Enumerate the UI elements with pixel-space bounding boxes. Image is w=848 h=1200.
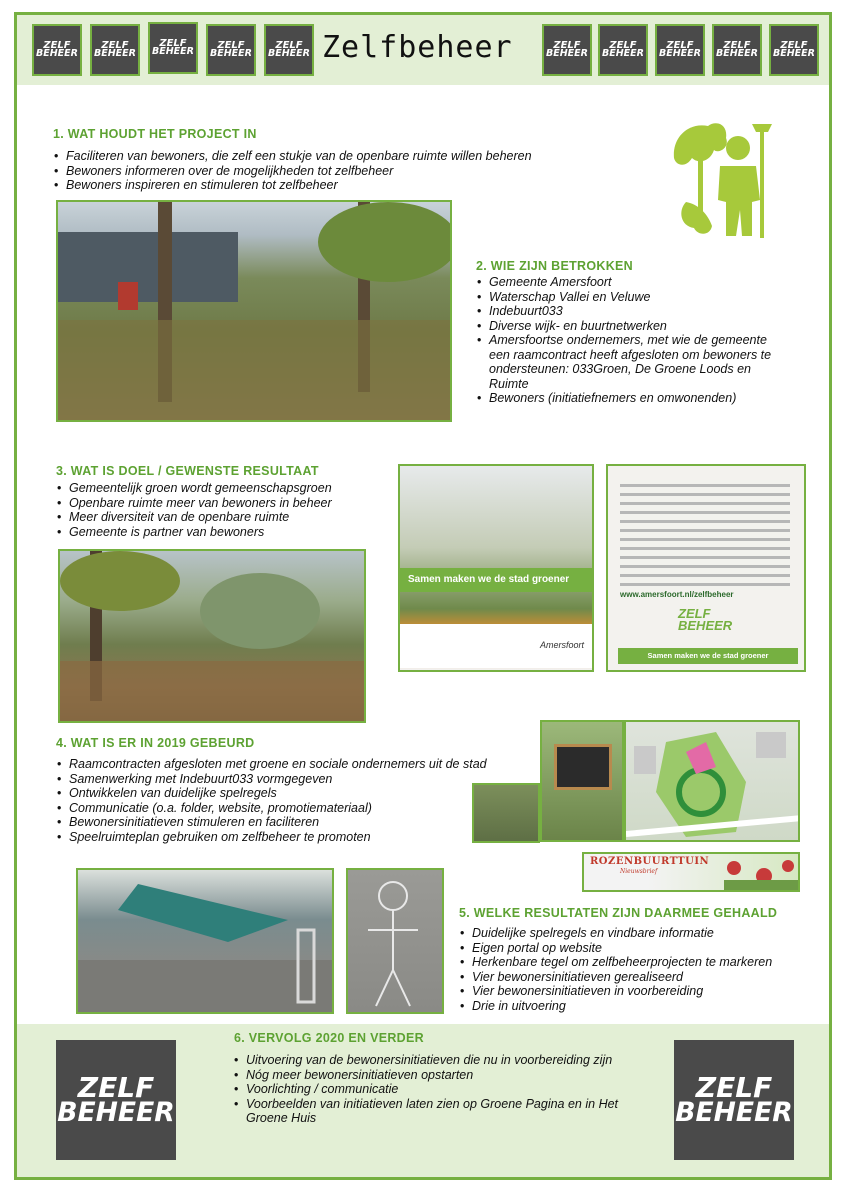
list-item: • Ontwikkelen van duidelijke spelregels — [57, 786, 537, 801]
tent-photo — [76, 868, 334, 1014]
section-heading: 5. WELKE RESULTATEN ZIJN DAARMEE GEHAALD — [459, 906, 778, 920]
section-heading: 3. WAT IS DOEL / GEWENSTE RESULTAAT — [56, 464, 319, 478]
scene-illustration — [60, 551, 366, 723]
card-logo-line2: BEHEER — [678, 618, 733, 633]
card-slogan: Samen maken we de stad groener — [618, 648, 798, 664]
list-item: • Duidelijke spelregels en vindbare informatie — [460, 926, 810, 941]
list-item: • Voorlichting / communicatie — [234, 1082, 654, 1097]
bullet-list — [234, 1053, 654, 1126]
list-item: • Indebuurt033 — [477, 304, 777, 319]
zelfbeheer-logo — [32, 24, 82, 76]
list-item: • Voorbeelden van initiatieven laten zien op Groene Pagina en in Het Groene Huis — [234, 1097, 654, 1126]
bullet-list — [54, 149, 614, 193]
logo-line1: ZELF — [609, 40, 637, 52]
scene-illustration — [78, 870, 334, 1014]
zelfbeheer-logo — [598, 24, 648, 76]
banner-subtitle: Nieuwsbrief — [620, 868, 658, 875]
zelfbeheer-logo — [206, 24, 256, 76]
site-plan-photo — [624, 720, 800, 842]
card-url: www.amersfoort.nl/zelfbeheer — [620, 590, 734, 599]
card-logo — [678, 608, 748, 634]
logo-line2: BEHEER — [36, 48, 78, 60]
scene-illustration — [58, 202, 452, 422]
logo-line1: ZELF — [723, 40, 751, 52]
list-item: • Speelruimteplan gebruiken om zelfbeheer te promoten — [57, 830, 537, 845]
logo-line1: ZELF — [780, 40, 808, 52]
chalk-drawing-photo — [346, 868, 444, 1014]
chalkboard-photo — [540, 720, 624, 842]
zelfbeheer-logo-large — [56, 1040, 176, 1160]
logo-line1: ZELF — [43, 40, 71, 52]
list-item: • Vier bewonersinitiatieven in voorbereiding — [460, 984, 810, 999]
list-item: • Nóg meer bewonersinitiatieven opstarten — [234, 1068, 654, 1083]
flyer-image — [398, 464, 594, 672]
logo-line2: BEHEER — [57, 1096, 175, 1128]
list-item: • Faciliteren van bewoners, die zelf een stukje van de openbare ruimte willen beheren — [54, 149, 614, 164]
list-item: • Bewoners inspireren en stimuleren tot zelfbeheer — [54, 178, 614, 193]
section-heading: 1. WAT HOUDT HET PROJECT IN — [53, 127, 257, 141]
zelfbeheer-logo — [264, 24, 314, 76]
bullet-list — [57, 481, 387, 539]
park-photo — [58, 549, 366, 723]
logo-line1: ZELF — [553, 40, 581, 52]
list-item: • Waterschap Vallei en Veluwe — [477, 290, 777, 305]
logo-line2: BEHEER — [716, 48, 758, 60]
list-item: • Bewoners (initiatiefnemers en omwonenden) — [477, 391, 777, 406]
section-heading: 2. WIE ZIJN BETROKKEN — [476, 259, 634, 273]
bullet-list — [57, 757, 537, 844]
logo-line2: BEHEER — [210, 48, 252, 60]
flyer-footer — [400, 624, 592, 668]
list-item: • Meer diversiteit van de openbare ruimte — [57, 510, 387, 525]
zelfbeheer-logo — [148, 22, 198, 74]
logo-line1: ZELF — [101, 40, 129, 52]
zelfbeheer-logo — [712, 24, 762, 76]
logo-line2: BEHEER — [94, 48, 136, 60]
logo-line2: BEHEER — [602, 48, 644, 60]
rose-icon — [584, 854, 800, 892]
logo-line1: ZELF — [159, 38, 187, 50]
logo-line2: BEHEER — [675, 1096, 793, 1128]
chalk-figure — [348, 870, 444, 1014]
zelfbeheer-logo — [769, 24, 819, 76]
section-heading: 6. VERVOLG 2020 EN VERDER — [234, 1031, 424, 1045]
logo-line2: BEHEER — [152, 46, 194, 58]
bullet-list — [460, 926, 810, 1013]
section-heading: 4. WAT IS ER IN 2019 GEBEURD — [56, 736, 255, 750]
list-item: • Drie in uitvoering — [460, 999, 810, 1014]
logo-line2: BEHEER — [546, 48, 588, 60]
logo-line2: BEHEER — [659, 48, 701, 60]
zelfbeheer-logo — [90, 24, 140, 76]
volunteers-photo — [56, 200, 452, 422]
list-item: • Gemeente Amersfoort — [477, 275, 777, 290]
kids-photo — [472, 783, 540, 843]
list-item: • Gemeente is partner van bewoners — [57, 525, 387, 540]
chalkboard — [554, 744, 612, 790]
info-card-image — [606, 464, 806, 672]
list-item: • Herkenbare tegel om zelfbeheerprojecten te markeren — [460, 955, 810, 970]
list-item: • Uitvoering van de bewonersinitiatieven die nu in voorbereiding zijn — [234, 1053, 654, 1068]
zelfbeheer-logo — [542, 24, 592, 76]
logo-line2: BEHEER — [773, 48, 815, 60]
logo-line1: ZELF — [666, 40, 694, 52]
banner-title: ROZENBUURTTUIN — [590, 856, 710, 867]
logo-line1: ZELF — [217, 40, 245, 52]
list-item: • Openbare ruimte meer van bewoners in beheer — [57, 496, 387, 511]
list-item: • Samenwerking met Indebuurt033 vormgegeven — [57, 772, 537, 787]
site-plan-map — [626, 722, 800, 842]
card-logo-line1: ZELF — [678, 606, 711, 621]
list-item: • Bewonersinitiatieven stimuleren en faciliteren — [57, 815, 537, 830]
list-item: • Bewoners informeren over de mogelijkheden tot zelfbeheer — [54, 164, 614, 179]
logo-line2: BEHEER — [268, 48, 310, 60]
list-item: • Amersfoortse ondernemers, met wie de gemeente een raamcontract heeft afgesloten om bewoners te ondersteunen: 033Groen, De Groene Loods en Ruimte — [477, 333, 777, 391]
gardener-icon — [668, 118, 780, 242]
list-item: • Vier bewonersinitiatieven gerealiseerd — [460, 970, 810, 985]
flyer-slogan: Samen maken we de stad groener — [400, 568, 592, 592]
zelfbeheer-logo — [655, 24, 705, 76]
page-title: Zelfbeheer — [322, 30, 513, 65]
list-item: • Raamcontracten afgesloten met groene en sociale ondernemers uit de stad — [57, 757, 537, 772]
newsletter-banner — [582, 852, 800, 892]
list-item: • Gemeentelijk groen wordt gemeenschapsgroen — [57, 481, 387, 496]
card-text-lines — [620, 484, 790, 592]
logo-line1: ZELF — [695, 1071, 773, 1105]
zelfbeheer-logo-large — [674, 1040, 794, 1160]
list-item: • Diverse wijk- en buurtnetwerken — [477, 319, 777, 334]
logo-line1: ZELF — [275, 40, 303, 52]
bullet-list — [477, 275, 777, 406]
logo-line1: ZELF — [77, 1071, 155, 1105]
list-item: • Communicatie (o.a. folder, website, promotiemateriaal) — [57, 801, 537, 816]
list-item: • Eigen portal op website — [460, 941, 810, 956]
flyer-brand: Amersfoort — [539, 640, 584, 650]
